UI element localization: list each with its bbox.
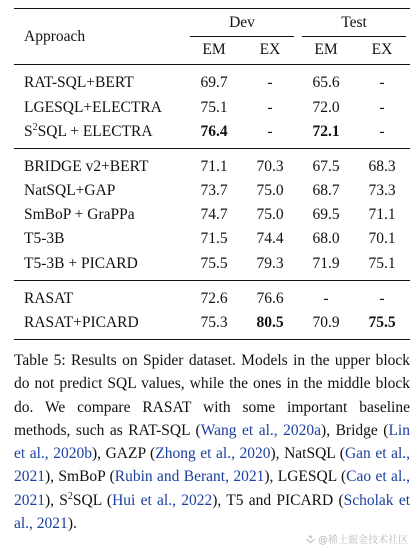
citation-link[interactable]: Hui et al., 2022: [112, 491, 213, 509]
citation-link[interactable]: Cao et al., 2021: [14, 468, 410, 509]
row-test-ex: 75.5: [354, 311, 410, 340]
row-test-ex: 71.1: [368, 206, 396, 224]
row-dev-ex: 75.0: [256, 206, 284, 224]
row-test-ex: -: [379, 122, 385, 140]
row-approach: BRIDGE v2+BERT: [14, 148, 186, 179]
row-dev-em: 73.7: [200, 182, 228, 200]
table-row: [14, 251, 410, 280]
row-dev-ex: 79.3: [256, 254, 284, 272]
row-approach: RAT-SQL+BERT: [14, 65, 186, 96]
table-row: [14, 119, 410, 148]
row-test-em: 68.7: [312, 182, 340, 200]
header-test-ex: EX: [354, 36, 410, 65]
row-approach: NatSQL+GAP: [24, 182, 116, 200]
row-dev-em: 76.4: [200, 122, 228, 140]
results-table: [14, 8, 410, 340]
table-row: [14, 179, 410, 203]
header-test: Test: [298, 9, 410, 37]
row-dev-ex: 70.3: [242, 148, 298, 179]
row-test-em: 72.0: [312, 98, 340, 116]
row-dev-em: 75.3: [186, 311, 242, 340]
row-dev-ex: -: [242, 65, 298, 96]
row-test-em: 65.6: [298, 65, 354, 96]
row-approach: SmBoP + GraPPa: [24, 206, 135, 224]
row-approach: LGESQL+ELECTRA: [24, 98, 162, 116]
row-approach: T5-3B: [24, 230, 65, 248]
table-row: [14, 311, 410, 340]
row-approach: T5-3B + PICARD: [24, 254, 138, 272]
citation-link[interactable]: Scholak et al., 2021: [14, 491, 411, 533]
row-test-ex: -: [379, 98, 385, 116]
row-dev-ex: 74.4: [256, 230, 284, 248]
row-test-em: 70.9: [298, 311, 354, 340]
header-dev-ex: EX: [242, 36, 298, 65]
row-dev-em: 75.5: [200, 254, 228, 272]
header-approach: Approach: [14, 9, 186, 65]
results-table-container: [14, 8, 410, 340]
table-row: [14, 203, 410, 227]
citation-link[interactable]: Gan et al., 2021: [14, 445, 411, 486]
row-dev-ex: -: [267, 98, 273, 116]
row-dev-em: 72.6: [186, 280, 242, 311]
table-row: [14, 227, 410, 251]
citation-link[interactable]: Zhong et al., 2020: [155, 445, 271, 463]
row-test-ex: 68.3: [354, 148, 410, 179]
row-test-em: 72.1: [312, 122, 340, 140]
row-test-ex: -: [354, 280, 410, 311]
row-dev-em: 71.5: [200, 230, 228, 248]
citation-link[interactable]: Wang et al., 2020a: [200, 421, 322, 439]
citation-link[interactable]: Rubin and Berant, 2021: [114, 468, 265, 486]
row-dev-ex: 80.5: [242, 311, 298, 340]
row-approach: RASAT+PICARD: [14, 311, 186, 340]
table-row: [14, 65, 410, 96]
row-approach: $S^2SQL$ + ELECTRA: [24, 121, 153, 140]
row-dev-ex: -: [267, 122, 273, 140]
table-row: [14, 95, 410, 119]
row-test-em: 67.5: [298, 148, 354, 179]
citation-link[interactable]: Lin et al., 2020b: [14, 421, 410, 463]
row-dev-em: 74.7: [200, 206, 228, 224]
row-test-em: -: [298, 280, 354, 311]
row-test-ex: -: [354, 65, 410, 96]
row-dev-em: 69.7: [186, 65, 242, 96]
row-test-em: 71.9: [312, 254, 340, 272]
juejin-logo-icon: [305, 534, 316, 545]
row-dev-ex: 76.6: [242, 280, 298, 311]
row-dev-em: 75.1: [200, 98, 228, 116]
row-test-em: 69.5: [312, 206, 340, 224]
header-dev: Dev: [186, 9, 298, 37]
row-test-em: 68.0: [312, 230, 340, 248]
row-dev-em: 71.1: [186, 148, 242, 179]
header-row-1: [14, 9, 410, 37]
table-caption: Table 5: Results on Spider dataset. Models in the upper block do not predict SQL values, while the ones in the middle block do. We compare RASAT with some important baseline methods, such as RAT-SQL (Wang et al., 2020a), Bridge (Lin et al., 2020b), GAZP (Zhong et al., 2020), NatSQL (Gan et al., 2021), SmBoP (Rubin and Berant, 2021), LGESQL (Cao et al., 2021), $S^2SQL$ (Hui et al., 2022), T5 and PICARD (Scholak et al., 2021).: [14, 352, 411, 533]
header-test-em: EM: [298, 36, 354, 65]
row-approach: RASAT: [14, 280, 186, 311]
row-test-ex: 70.1: [368, 230, 396, 248]
row-dev-ex: 75.0: [256, 182, 284, 200]
table-row: [14, 148, 410, 179]
row-test-ex: 75.1: [368, 254, 396, 272]
watermark: @稀土掘金技术社区: [305, 531, 408, 546]
row-test-ex: 73.3: [368, 182, 396, 200]
table-row: [14, 280, 410, 311]
header-dev-em: EM: [186, 36, 242, 65]
